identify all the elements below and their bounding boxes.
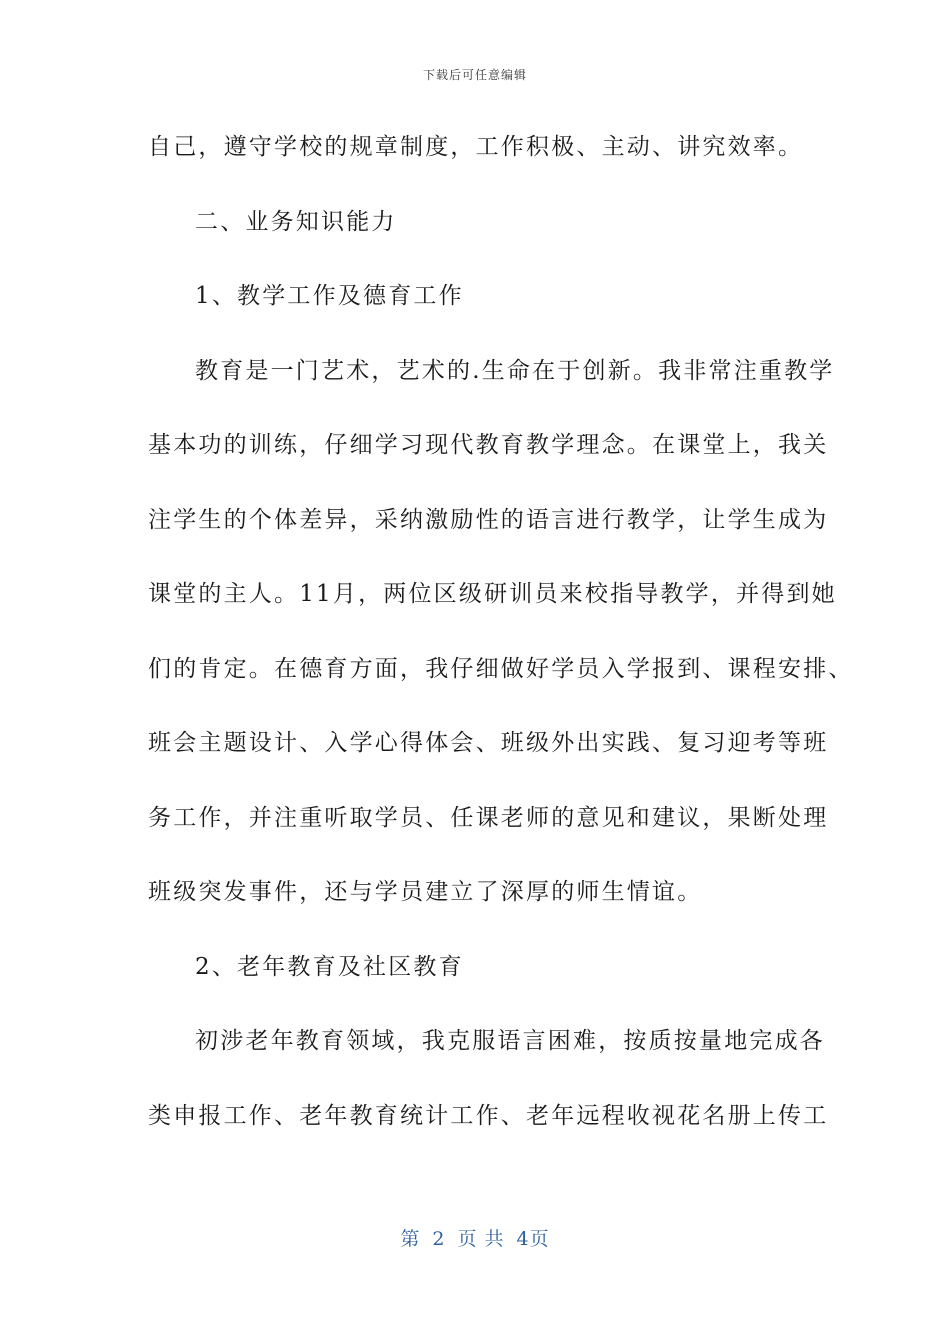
paragraph-line: 班会主题设计、入学心得体会、班级外出实践、复习迎考等班: [148, 730, 829, 756]
paragraph-line: 课堂的主人。11月，两位区级研训员来校指导教学，并得到她: [148, 581, 837, 607]
paragraph-line: 教育是一门艺术，艺术的.生命在于创新。我非常注重教学: [195, 357, 835, 384]
subsection-heading: 2、老年教育及社区教育: [195, 953, 464, 980]
paragraph-line: 类申报工作、老年教育统计工作、老年远程收视花名册上传工: [148, 1102, 829, 1129]
current-page-number: 2: [432, 1228, 446, 1250]
page-footer: [0, 1224, 950, 1251]
paragraph-line: 务工作，并注重听取学员、任课老师的意见和建议，果断处理: [148, 804, 829, 831]
section-heading: 二、业务知识能力: [195, 208, 397, 235]
page-header: 下载后可任意编辑: [422, 68, 527, 82]
page-label-mid: 页 共: [457, 1228, 505, 1250]
paragraph-line: 初涉老年教育领域，我克服语言困难，按质按量地完成各: [195, 1028, 825, 1054]
page-label-prefix: 第: [400, 1228, 421, 1250]
paragraph-line: 基本功的训练，仔细学习现代教育教学理念。在课堂上，我关: [148, 432, 829, 458]
paragraph-line: 自己，遵守学校的规章制度，工作积极、主动、讲究效率。: [148, 134, 804, 160]
subsection-heading: 1、教学工作及德育工作: [195, 283, 464, 309]
paragraph-line: 注学生的个体差异，采纳激励性的语言进行教学，让学生成为: [148, 506, 829, 533]
paragraph-line: 们的肯定。在德育方面，我仔细做好学员入学报到、课程安排、: [148, 655, 854, 682]
paragraph-line: 班级突发事件，还与学员建立了深厚的师生情谊。: [148, 879, 703, 905]
total-pages: 4页: [516, 1228, 550, 1250]
document-body: [148, 122, 854, 1165]
